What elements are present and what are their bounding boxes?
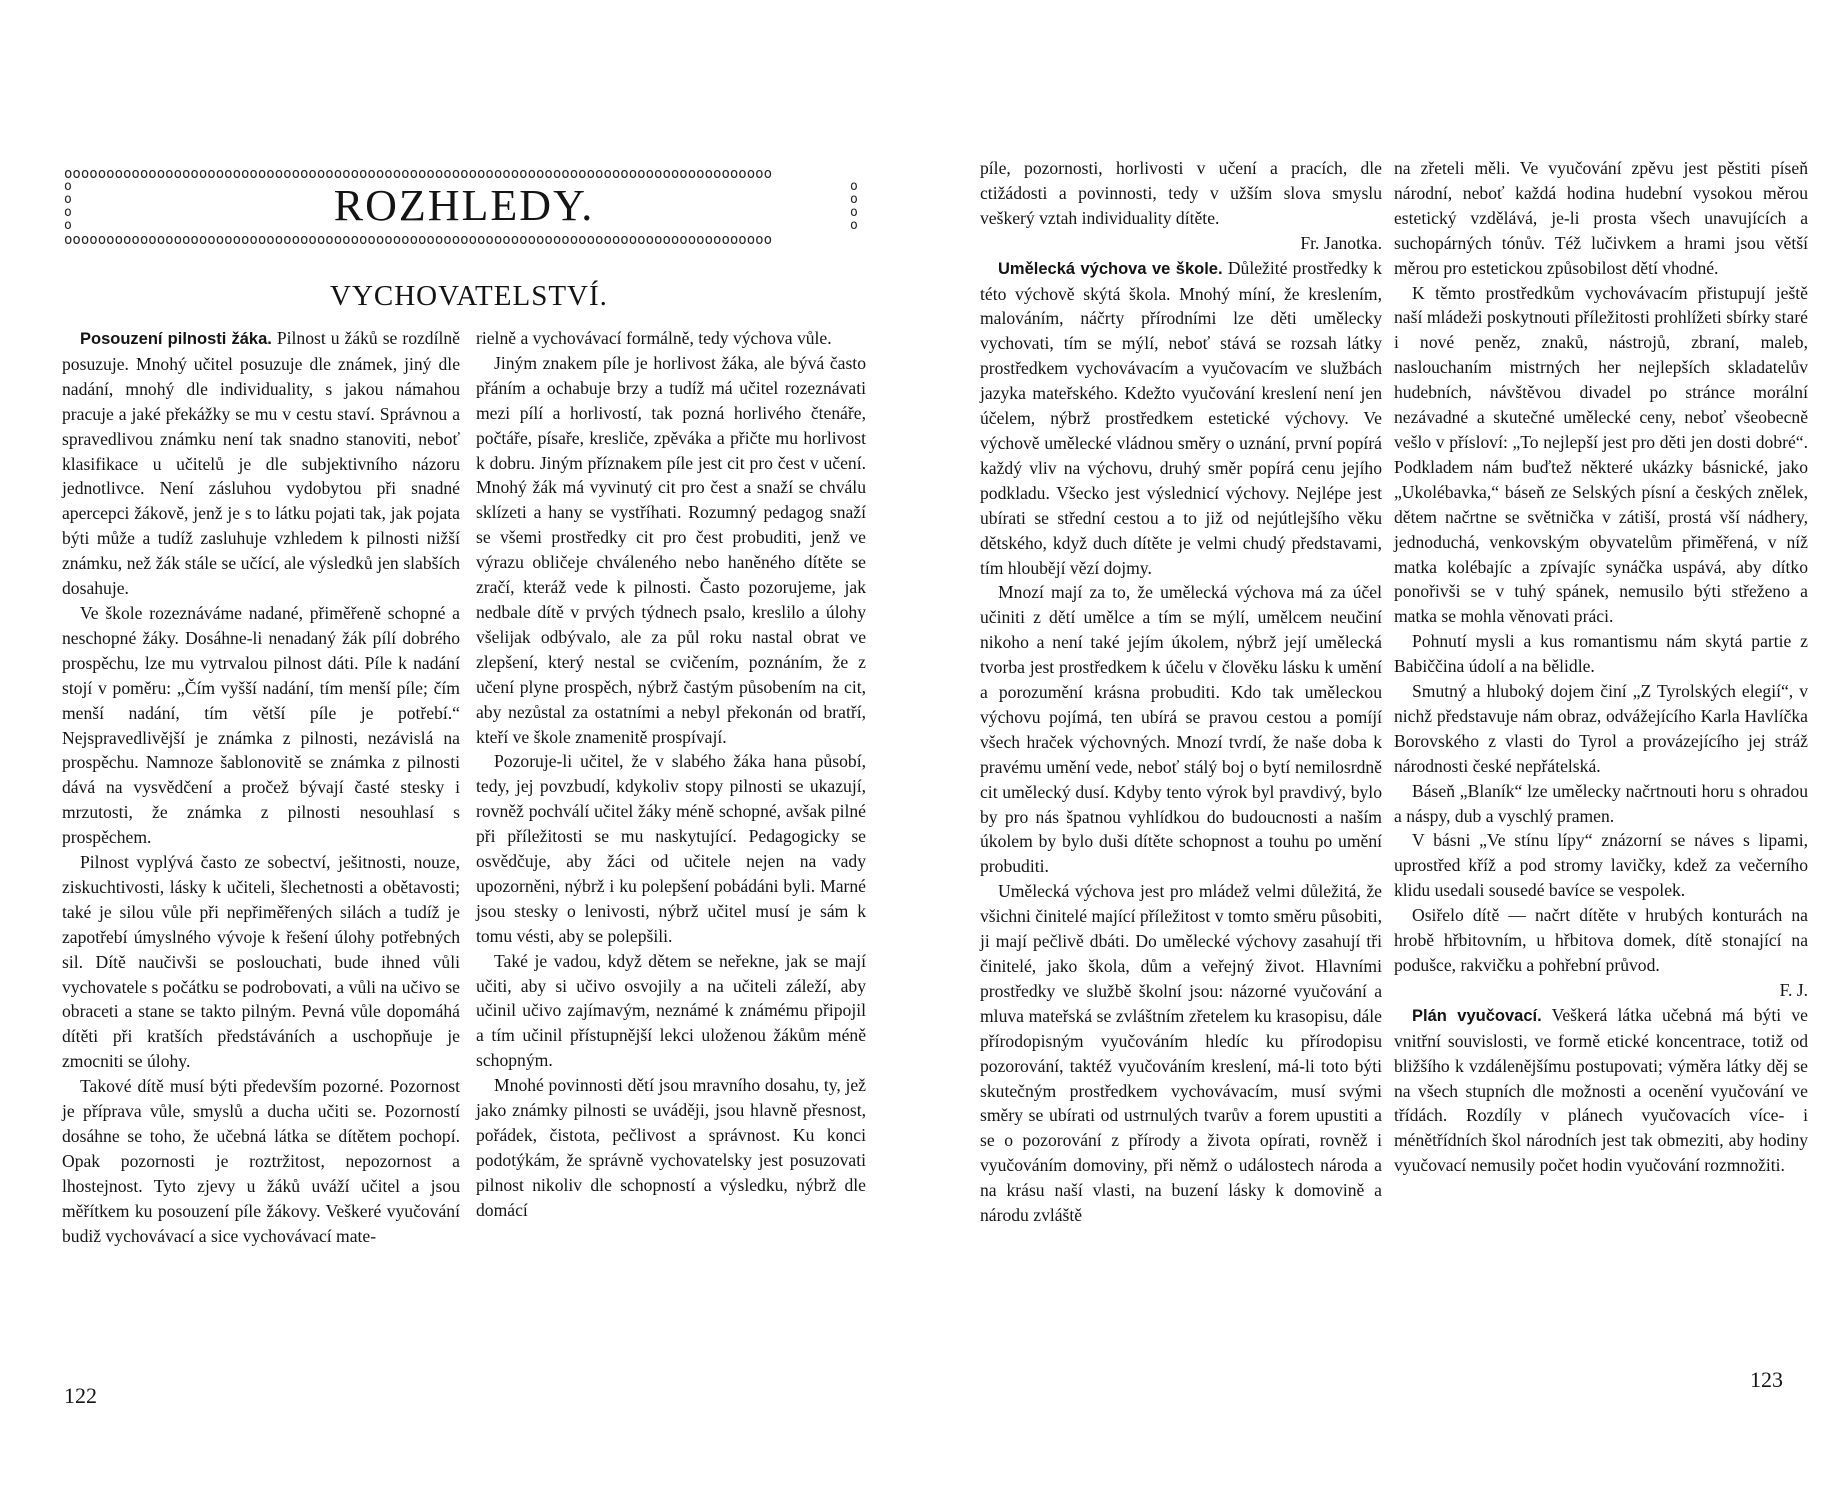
paragraph xyxy=(1394,281,1808,630)
paragraph xyxy=(1394,903,1808,978)
paragraph-text: Jiným znakem píle je horlivost žáka, ale bývá často přáním a ochabuje brzy a tudíž má učitel rozeznávati mezi pílí a horlivostí, tak pozná horlivého čtenáře, počtáře, písaře, kresliče, zpěváka a přičte mu horlivost k dobru. Jiným příznakem píle jest cit pro čest v učení. Mnohý žák má vyvinutý cit pro čest a snaží se chválu sklízeti a hany se vystříhati. Rozumný pedagog snaží se všemi prostředky cit pro čest probuditi, jenž ve výrazu obličeje chváleného nebo haněného dítěte se zračí, kteráž vede k pilnosti. Často pozorujeme, jak nedbale dítě v prvých týdnech psalo, kreslilo a úlohy všelijak odbývalo, ale za půl roku nastal obrat ve zlepšení, který nestal se cvičením, poznáním, že z učení plyne prospěch, nýbrž častým působením na cit, aby nezůstal za ostatními a nebyl překonán od bratří, kteří ve škole znamenitě prospívají. xyxy=(476,352,866,747)
paragraph-text: Také je vadou, když dětem se neřekne, jak se mají učiti, aby si učivo osvojily a na učiteli záleží, aby učinil učivo zajímavým, neznámé k známému připojil a tím učinil přístupnější lekci uloženou žákům méně schopným. xyxy=(476,950,866,1071)
section-title: VYCHOVATELSTVÍ. xyxy=(330,280,608,312)
paragraph-text: Veškerá látka učebná má býti ve vnitřní souvislosti, ve formě etické koncentrace, totiž od bližšího k vzdálenějšímu postupovati; výměra látky děj se na všech stupních dle možnosti a ocenění vyučování ve třídách. Rozdíly v plánech vyučovacích více- i ménětřídních škol národních jest tak obmeziti, aby hodiny vyučovací nemusily počet hodin vyučování rozmnožiti. xyxy=(1394,1004,1808,1176)
paragraph-text: K těmto prostředkům vychovávacím přistupují ještě naší mládeži poskytnouti příležitosti prohlížeti sbírky staré i nové peněz, znaků, nástrojů, zbraní, maleb, naslouchaním mistrných her nejlepších skladatelův hudebních, návštěvou divadel po stránce morální nezávadné a skutečné umělecké ceny, neboť všeobecně vešlo v přísloví: „To nejlepší jest pro děti jen dosti dobré“. Podkladem nám buďtež některé ukázky básnické, jako „Ukolébavka,“ báseň ze Selských písní a českých znělek, dětem načrtne se světnička v zátiší, prostá vší nádhery, jednoduchá, venkovským obyvatelům přiměřená, v níž matka kolébajíc a zpívajíc synáčka uspává, aby dítko ponořivši se v tuhý spánek, nemusilo býti střeženo a matka se mohla věnovati práci. xyxy=(1394,282,1808,627)
paragraph-text: na zřeteli měli. Ve vyučování zpěvu jest pěstiti píseň národní, neboť každá hodina hudební vysokou měrou estetický vzdělává, je-li prosta všech unavujících a suchopárných tónův. Též lučivkem a hrami jsou větší měrou pro estetickou způsobilost dětí vhodné. xyxy=(1394,158,1808,278)
paragraph xyxy=(980,156,1382,231)
paragraph xyxy=(62,601,460,850)
paragraph-heading: Posouzení pilnosti žáka. xyxy=(80,330,272,348)
paragraph xyxy=(980,580,1382,879)
paragraph xyxy=(1394,156,1808,281)
paragraph-heading: Plán vyučovací. xyxy=(1412,1006,1542,1025)
page-number-left: 122 xyxy=(64,1383,97,1408)
paragraph-text: Ve škole rozeznáváme nadané, přiměřeně schopné a neschopné žáky. Dosáhne-li nenadaný žák pílí dobrého prospěchu, lze mu vytrvalou pilnost dáti. Píle k nadání stojí v poměru: „Čím vyšší nadání, tím menší píle; čím menší nadání, tím větší píle je potřebí.“ Nejspravedlivější je známka z pilnosti, nezávislá na prospěchu. Namnoze šablonovitě se známka z pilnosti dává na vysvědčení a pročež bývají časté stesky i mrzutosti, že známka z pilnosti nesouhlasí s prospěchem. xyxy=(62,602,460,848)
left-column-2 xyxy=(476,326,866,1223)
paragraph xyxy=(1394,779,1808,829)
paragraph-text: Fr. Janotka. xyxy=(1300,232,1382,253)
paragraph xyxy=(476,1073,866,1222)
paragraph-text: Takové dítě musí býti především pozorné. Pozornost je příprava vůle, smyslů a ducha učiti se. Pozorností dosáhne se toho, že učebná látka se dítětem pochopí. Opak pozornosti je roztržitost, nepozornost a lhostejnost. Tyto zjevy u žáků uváží učitel a jsou měřítkem ku posouzení píle žákovy. Veškeré vyučování budiž vychovávací a sice vychovávací mate- xyxy=(62,1076,460,1246)
paragraph xyxy=(1394,1003,1808,1178)
right-column-2 xyxy=(1394,156,1808,1178)
paragraph xyxy=(1394,679,1808,779)
paragraph xyxy=(476,351,866,750)
paragraph xyxy=(980,879,1382,1228)
paragraph-text: Pohnutí mysli a kus romantismu nám skytá partie z Babiččina údolí a na bělidle. xyxy=(1394,631,1808,677)
paragraph xyxy=(1394,629,1808,679)
paragraph xyxy=(476,326,866,351)
paragraph-text: Důležité prostředky k této výchově skýtá škola. Mnohý míní, že kreslením, malováním, náčrty přírodními lze děti umělecky vychovati, tím se mýlí, neboť stává se rozsah látky prostředkem vychovávacím a vyučovacím ve službách jazyka mateřského. Kdežto vyučování kreslení není jen účelem, nýbrž prostředkem estetické výchovy. Ve výchově umělecké vládnou směry o uznání, první popírá každý vliv na výchovu, druhý směr popírá cenu jejího podkladu. Všecko jest výslednicí výchovy. Nejlépe jest ubírati se střední cestou a to již od nejútlejšího věku dětského, když duch dítěte je velmi chudý představami, tím hloubějí vězí dojmy. xyxy=(980,257,1382,578)
paragraph-text: V básni „Ve stínu lípy“ znázorní se náves s lipami, uprostřed kříž a pod stromy lavičky, kdež za večerního klidu usedali sousedé bavíce se vespolek. xyxy=(1394,830,1808,901)
ornament-border-left: o o o o xyxy=(64,179,72,233)
paragraph-text: Pozoruje-li učitel, že v slabého žáka hana působí, tedy, jej povzbudí, kdykoliv stopy pilnosti se ukazují, rovněž pochválí učitel žáky méně schopné, avšak pilné při příležitosti se mu naskytující. Pedagogicky se osvědčuje, aby žáci od učitele nejen na vady upozorněni, nýbrž i ku polepšení pobádáni byli. Marné jsou stesky o lenivosti, nýbrž učitel musí je sám k tomu vésti, aby se polepšili. xyxy=(476,751,866,946)
paragraph xyxy=(476,749,866,948)
title-frame xyxy=(64,166,864,248)
paragraph xyxy=(980,231,1382,256)
paragraph xyxy=(62,850,460,1074)
ornament-border-bottom: oooooooooooooooooooooooooooooooooooooooooooooooooooooooooooooooooooooooooooooooooooo xyxy=(64,232,773,248)
paragraph-heading: Umělecká výchova ve škole. xyxy=(998,259,1223,278)
paragraph-text: Umělecká výchova jest pro mládež velmi důležitá, že všichni činitelé mající příležitost v tomto směru působiti, ji mají pečlivě dbáti. Do umělecké výchovy zasahují tři činitelé, jako škola, dům a veřejný život. Hlavními prostředky ve službě školní jsou: názorné vyučování a mluva mateřská se zvláštním zřetelem ku krasopisu, dále přírodopisným vyučováním hledíc ku přírodopisu pozorování, taktéž vyučováním kreslení, má-li toto býti skutečným prostředkem vychovávacím, musí svými směry se ubírati od ustrnulých tvarův a forem upustiti a se o pozorování z přírody a života opírati, rovněž i vyučováním domoviny, při němž o událostech národa a na krásu naší vlasti, na buzení lásky k domovině a národu zvláště xyxy=(980,881,1382,1226)
ornament-border-right: o o o o xyxy=(850,179,858,233)
paragraph xyxy=(1394,978,1808,1003)
page-number-right: 123 xyxy=(1750,1367,1783,1392)
right-column-1 xyxy=(980,156,1382,1228)
paragraph-text: Báseň „Blaník“ lze umělecky načrtnouti horu s ohradou a náspy, dub a vyschlý pramen. xyxy=(1394,780,1808,826)
ornament-border-top: oooooooooooooooooooooooooooooooooooooooooooooooooooooooooooooooooooooooooooooooooooo xyxy=(64,166,773,182)
paragraph-text: Osiřelo dítě — načrt dítěte v hrubých konturách na hrobě hřbitovním, u hřbitova domek, dítě stonající na podušce, rakvičku a pohřební průvod. xyxy=(1394,905,1808,975)
page-title: ROZHLEDY. xyxy=(333,181,595,230)
left-column-1 xyxy=(62,326,460,1249)
paragraph xyxy=(62,326,460,601)
left-page xyxy=(0,0,900,1500)
paragraph-text: Pilnost u žáků se rozdílně posuzuje. Mnohý učitel posuzuje dle známek, jiný dle nadání, mnohý dle individuality, s jakou námahou pracuje a jaké překážky se mu v cestu staví. Správnou a spravedlivou známku není tak snadno stanoviti, neboť klasifikace u učitelů je dle subjektivního názoru jednotlivce. Není zásluhou vydobytou při snadné apercepci žákově, jenž je s to látku pojati tak, jak pojata býti může a tudíž zasluhuje vzhledem k pilnosti nižší známku, než žák stále se učící, ale výsledků jen slabších dosahuje. xyxy=(62,328,460,599)
paragraph xyxy=(62,1074,460,1248)
right-page xyxy=(960,0,1844,1500)
paragraph-text: F. J. xyxy=(1779,979,1808,1000)
paragraph xyxy=(980,256,1382,581)
paragraph xyxy=(1394,828,1808,903)
paragraph-text: Mnozí mají za to, že umělecká výchova má za účel učiniti z dětí umělce a tím se mýlí, umělcem neučiní nikoho a není také jejím úkolem, nýbrž její umělecká tvorba jest prostředkem k účelu v člověku lásku k umění a porozumění krásna probuditi. Kdo tak uměleckou výchovu pojímá, ten ubírá se pravou cestou a pomíjí všech hraček výchovných. Mnozí tvrdí, že naše doba k pravému umění vede, neboť stálý boj o bytí nemilosrdně cit umělecký dusí. Kdyby tento výrok byl pravdivý, bylo by pro nás špatnou vyhlídkou do budoucnosti a naším úkolem by bylo duši dítěte schopnost a touhu po umění probuditi. xyxy=(980,582,1382,877)
paragraph xyxy=(476,949,866,1074)
paragraph-text: Smutný a hluboký dojem činí „Z Tyrolských elegií“, v nichž představuje nám obraz, odvážejícího Karla Havlíčka Borovského z vlasti do Tyrol a provázejícího jej stráž národnosti české nepřátelská. xyxy=(1394,681,1808,776)
paragraph-text: rielně a vychovávací formálně, tedy výchova vůle. xyxy=(476,328,832,348)
paragraph-text: Pilnost vyplývá často ze sobectví, ješitnosti, nouze, ziskuchtivosti, lásky k učiteli, šlechetnosti a obětavosti; také je silou vůle při nepřiměřených silách a tudíž je zapotřebí úmyslného vývoje k řešení úlohy potřebných sil. Dítě naučivši se poslouchati, bude ihned vůli vychovatele s počátku se podrobovati, a vůli na učivo se obraceti a stane se takto pilným. Pevná vůle dopomáhá dítěti při kratších předstáváních a uschopňuje je zmocniti se úlohy. xyxy=(62,852,460,1072)
paragraph-text: Mnohé povinnosti dětí jsou mravního dosahu, ty, jež jako známky pilnosti se uváději, jsou hlavně přesnost, pořádek, čistota, pečlivost a správnost. Ku konci podotýkám, že správně vychovatelsky jest posuzovati pilnost nikoliv dle schopností a výsledku, nýbrž dle domácí xyxy=(476,1075,866,1220)
paragraph-text: píle, pozornosti, horlivosti v učení a pracích, dle ctižádosti a povinnosti, tedy v užším slova smyslu veškerý vztah individuality dítěte. xyxy=(980,158,1382,228)
